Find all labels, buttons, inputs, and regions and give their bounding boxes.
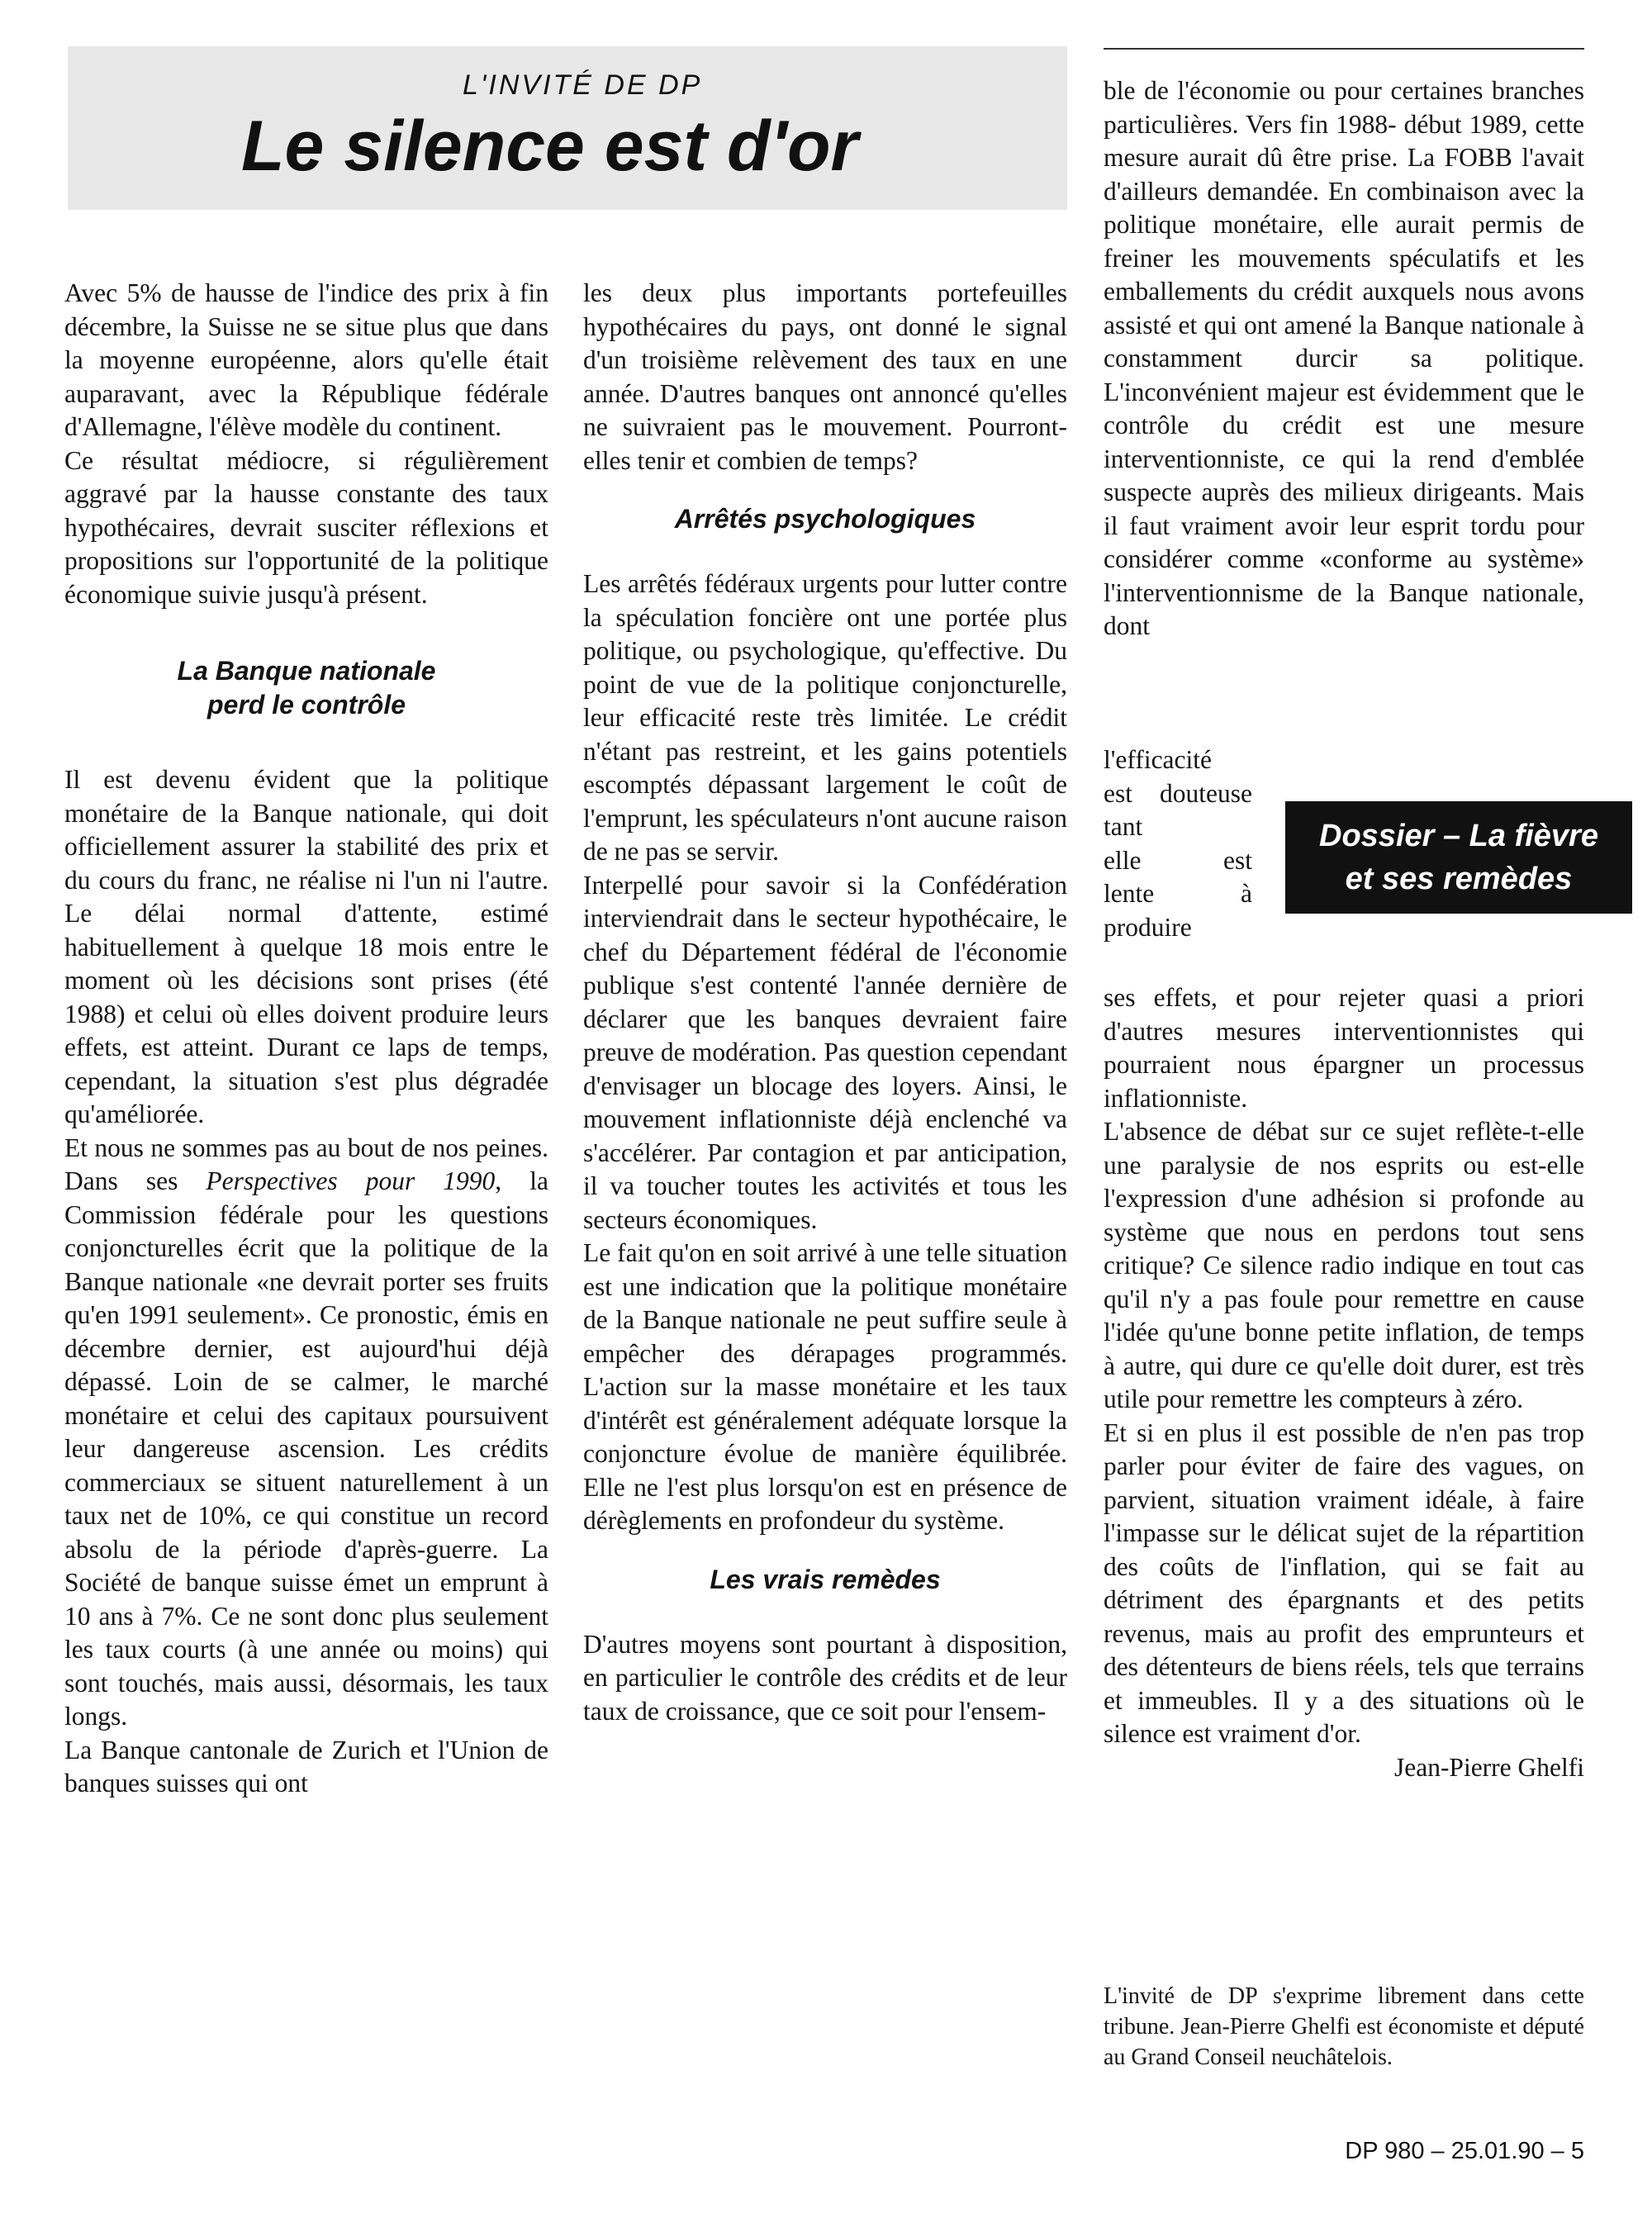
text-run: , la Commission fédérale pour les questions conjoncturelles écrit que la politique de la Banque nationale «ne devrait porter ses fruits qu'en 1991 seulement». Ce pronostic, émis en décembre dernier, est aujourd'hui déjà dépassé. Loin de se calmer, le marché monétaire et celui des capitaux poursuivent leur dangereuse ascension. Les crédits commerciaux se situent naturellement à un taux net de 10%, ce qui constitue un record absolu de la période d'après-guerre. La Société de banque suisse émet un emprunt à 10 ans à 7%. Ce ne sont donc plus seulement les taux courts (à une année ou moins) qui sont touchés, mais aussi, désormais, les taux longs. [64, 1166, 548, 1731]
column-2 [583, 277, 1067, 1728]
paragraph: La Banque cantonale de Zurich et l'Union de banques suisses qui ont [64, 1735, 548, 1797]
paragraph: Et si en plus il est possible de n'en pas trop parler pour éviter de faire des vagues, on parvient, situation vraiment idéale, à faire l'impasse sur le délicat sujet de la répartition des coûts de l'inflation, qui se fait au détriment des épargnants et des petits revenus, mais au profit des emprunteurs et des détenteurs de biens réels, tels que terrains et immeubles. Il y a des situations où le silence est vraiment d'or. [1104, 1418, 1584, 1748]
dossier-line: et ses remèdes [1345, 862, 1573, 896]
wrapped-line: est douteuse tant [1104, 778, 1252, 841]
text-run: Et nous ne sommes pas au bout de nos peines. Dans ses [64, 1133, 548, 1195]
column-3-top [1104, 74, 1584, 643]
column-3-bottom [1104, 981, 1584, 1784]
wrapped-lines [1104, 743, 1252, 944]
subheading: Les vrais remèdes [710, 1564, 941, 1594]
paragraph: Avec 5% de hausse de l'indice des prix à fin décembre, la Suisse ne se situe plus que dans la moyenne européenne, alors qu'elle était auparavant, avec la République fédérale d'Allemagne, l'élève modèle du continent. [64, 278, 548, 441]
column-1 [64, 277, 548, 1801]
paragraph: Il est devenu évident que la politique monétaire de la Banque nationale, qui doit officiellement assurer la stabilité des prix et du cours du franc, ne réalise ni l'un ni l'autre. Le délai normal d'attente, estimé habituellement à quelque 18 mois entre le moment où les décisions sont prises (été 1988) et celui où elles doivent produire leurs effets, est atteint. Durant ce laps de temps, cependant, la situation s'est plus dégradée qu'améliorée. [64, 765, 548, 1128]
paragraph: L'absence de débat sur ce sujet reflète-t-elle une paralysie de nos esprits ou est-elle l'expression d'une adhésion si profonde au système que nous en perdons tout sens critique? Ce silence radio indique en tout cas qu'il n'y a pas foule pour remettre en cause l'idée qu'une bonne petite inflation, de temps à autre, qui dure ce qu'elle doit durer, est très utile pour remettre les compteurs à zéro. [1104, 1117, 1584, 1413]
author-note: L'invité de DP s'exprime librement dans cette tribune. Jean-Pierre Ghelfi est économiste et député au Grand Conseil neuchâtelois. [1104, 1983, 1584, 2070]
subheading-line: perd le contrôle [206, 690, 406, 719]
wrapped-line: produire [1104, 912, 1192, 942]
wrapped-line: elle est [1104, 845, 1252, 875]
page-footer: DP 980 – 25.01.90 – 5 [1345, 2138, 1584, 2164]
paragraph: Interpellé pour savoir si la Confédération interviendrait dans le secteur hypothécaire, le chef du Département fédéral de l'économie publique s'est contenté l'année dernière de déclarer que les banques devraient faire preuve de modération. Pas question cependant d'envisager un blocage des loyers. Ainsi, le mouvement inflationniste déjà enclenché va s'accélérer. Par contagion et par anticipation, il va toucher toutes les activités et tous les secteurs économiques. [583, 870, 1067, 1234]
rubric: L'INVITÉ DE DP [463, 69, 703, 101]
paragraph [64, 1132, 548, 1734]
paragraph: Ce résultat médiocre, si régulièrement aggravé par la hausse constante des taux hypothécaires, devrait susciter réflexions et propositions sur l'opportunité de la politique économique suivie jusqu'à présent. [64, 445, 548, 609]
paragraph: Le fait qu'on en soit arrivé à une telle situation est une indication que la politique monétaire de la Banque nationale ne peut suffire seule à empêcher des dérapages programmés. L'action sur la masse monétaire et les taux d'intérêt est généralement adéquate lorsque la conjoncture évolue de manière équilibrée. Elle ne l'est plus lorsqu'on est en présence de dérèglements en profondeur du système. [583, 1238, 1067, 1535]
article-title: Le silence est d'or [241, 107, 858, 186]
wrapped-line: l'efficacité [1104, 745, 1212, 774]
paragraph: ses effets, et pour rejeter quasi a priori d'autres mesures interventionnistes qui pourraient nous épargner un processus inflationniste. [1104, 983, 1584, 1113]
top-divider [1104, 48, 1584, 50]
dossier-box [1285, 801, 1632, 914]
paragraph: ble de l'économie ou pour certaines branches particulières. Vers fin 1988- début 1989, cette mesure aurait dû être prise. La FOBB l'avait d'ailleurs demandée. En combinaison avec la politique monétaire, elle aurait permis de freiner les mouvements spéculatifs et les emballements du crédit auxquels nous avons assisté et qui ont amené la Banque nationale à constamment durcir sa politique. L'inconvénient majeur est évidemment que le contrôle du crédit est une mesure interventionniste, ce qui la rend d'emblée suspecte auprès des milieux dirigeants. Mais il faut vraiment avoir leur esprit tordu pour considérer comme «conforme au système» l'interventionnisme de la Banque nationale, dont [1104, 76, 1584, 640]
subheading-line: La Banque nationale [177, 656, 436, 686]
paragraph: D'autres moyens sont pourtant à disposition, en particulier le contrôle des crédits et de leur taux de croissance, que ce soit pour l'ensem- [583, 1629, 1067, 1726]
italic-title: Perspectives pour 1990 [206, 1166, 496, 1195]
paragraph: Les arrêtés fédéraux urgents pour lutter contre la spéculation foncière ont une portée plus politique, ou psychologique, qu'effective. Du point de vue de la politique conjoncturelle, leur efficacité reste très limitée. Le crédit n'étant pas restreint, et les gains potentiels escomptés dépassant largement le coût de l'emprunt, les spéculateurs n'ont aucune raison de ne pas se servir. [583, 569, 1067, 866]
subheading: Arrêtés psychologiques [674, 504, 976, 534]
wrapped-line: lente à [1104, 879, 1252, 908]
subheading [64, 654, 548, 722]
paragraph: les deux plus importants portefeuilles hypothécaires du pays, ont donné le signal d'un troisième relèvement des taux en une année. D'autres banques ont annoncé qu'elles ne suivraient pas le mouvement. Pourront-elles tenir et combien de temps? [583, 278, 1067, 475]
author-signature: Jean-Pierre Ghelfi [1393, 1752, 1584, 1782]
dossier-line: Dossier – La fièvre [1319, 819, 1598, 853]
